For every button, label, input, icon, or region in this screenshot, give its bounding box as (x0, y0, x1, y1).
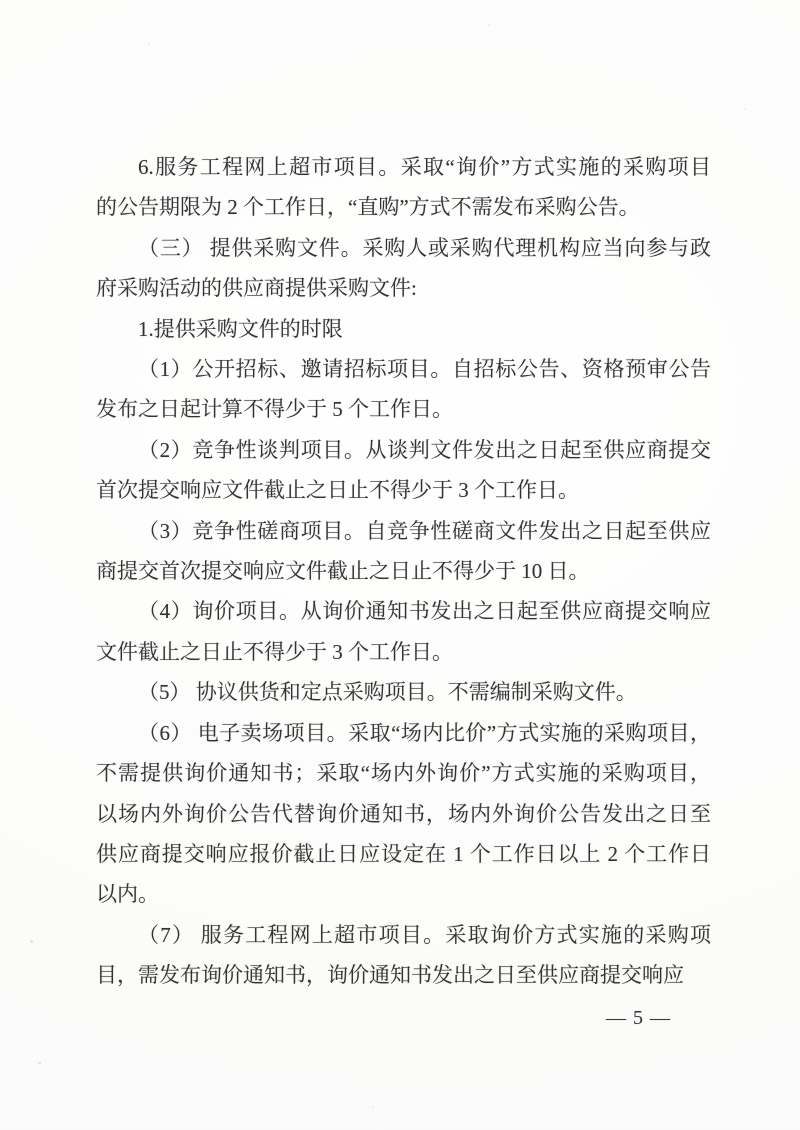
text-line: （三） 提供采购文件。采购人或采购代理机构应当向参与政 (138, 235, 711, 260)
document-body (96, 147, 711, 996)
paragraph (96, 713, 711, 915)
text-line: 6.服务工程网上超市项目。采取“询价”方式实施的采购项目 (138, 155, 711, 179)
text-line: （3）竞争性磋商项目。自竞争性磋商文件发出之日起至供应 (138, 518, 711, 543)
text-line: 1.提供采购文件的时限 (138, 316, 343, 341)
scan-speck (97, 206, 99, 209)
paragraph (96, 591, 711, 672)
scan-speck (488, 24, 490, 26)
paragraph (96, 672, 711, 712)
text-line: 首次提交响应文件截止之日止不得少于 3 个工作日。 (96, 478, 579, 503)
text-line: 发布之日起计算不得少于 5 个工作日。 (96, 397, 453, 422)
text-line: （6） 电子卖场项目。采取“场内比价”方式实施的采购项目， (138, 720, 711, 745)
scan-speck (744, 108, 746, 110)
paragraph (96, 511, 711, 592)
text-line: （5） 协议供货和定点采购项目。不需编制采购文件。 (138, 680, 637, 705)
text-line: 文件截止之日止不得少于 3 个工作日。 (96, 639, 453, 664)
paragraph (96, 147, 711, 228)
scan-speck (30, 940, 33, 943)
text-line: 以内。 (96, 882, 159, 907)
text-line: 不需提供询价通知书；采取“场内外询价”方式实施的采购项目， (96, 761, 711, 786)
paragraph (96, 915, 711, 996)
text-line: 商提交首次提交响应文件截止之日止不得少于 10 日。 (96, 559, 590, 584)
text-line: （2）竞争性谈判项目。从谈判文件发出之日起至供应商提交 (138, 437, 711, 462)
paragraph (96, 349, 711, 430)
scan-speck (372, 1106, 374, 1108)
text-line: （4）询价项目。从询价通知书发出之日起至供应商提交响应 (138, 599, 711, 624)
text-line: 以场内外询价公告代替询价通知书，场内外询价公告发出之日至 (96, 801, 711, 826)
text-line: （1）公开招标、邀请招标项目。自招标公告、资格预审公告 (138, 357, 711, 382)
paragraph (96, 228, 711, 309)
text-line: 的公告期限为 2 个工作日，“直购”方式不需发布采购公告。 (96, 195, 640, 220)
paragraph (96, 430, 711, 511)
text-line: 府采购活动的供应商提供采购文件: (96, 276, 417, 301)
text-line: 供应商提交响应报价截止日应设定在 1 个工作日以上 2 个工作日 (96, 841, 711, 866)
text-line: （7） 服务工程网上超市项目。采取询价方式实施的采购项 (138, 922, 711, 947)
scan-speck (38, 1062, 41, 1064)
paragraph (96, 309, 711, 349)
scan-speck (148, 43, 150, 45)
text-line: 目，需发布询价通知书，询价通知书发出之日至供应商提交响应 (96, 963, 684, 988)
page-number: — 5 — (606, 1007, 671, 1029)
